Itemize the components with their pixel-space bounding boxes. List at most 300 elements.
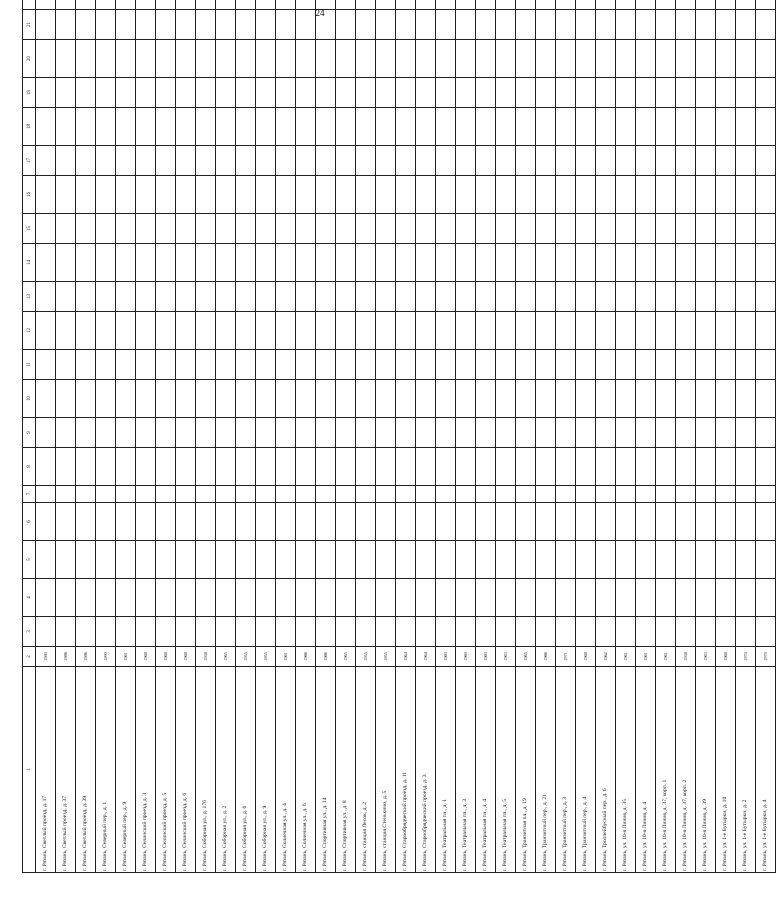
- value-cell: [716, 541, 736, 579]
- table-row: [716, 0, 736, 873]
- value-cell: [116, 176, 136, 214]
- value-cell: [236, 579, 256, 617]
- value-cell: [176, 214, 196, 244]
- address-cell: г. Рязань, Светлый проезд, д. 17: [36, 667, 56, 873]
- value-cell: [616, 350, 636, 380]
- value-cell: [356, 541, 376, 579]
- value-cell: [656, 486, 676, 503]
- value-cell: [716, 312, 736, 350]
- value-cell: [96, 541, 116, 579]
- value-cell: [676, 503, 696, 541]
- value-cell: [336, 418, 356, 448]
- value-cell: [736, 40, 756, 78]
- value-cell: [116, 214, 136, 244]
- value-cell: [516, 282, 536, 312]
- value-cell: [576, 350, 596, 380]
- value-cell: [536, 0, 556, 10]
- value-cell: [576, 0, 596, 10]
- value-cell: [656, 448, 676, 486]
- value-cell: [396, 579, 416, 617]
- value-cell: [416, 244, 436, 282]
- value-cell: [736, 10, 756, 40]
- value-cell: [236, 418, 256, 448]
- value-cell: [636, 214, 656, 244]
- value-cell: [96, 0, 116, 10]
- value-cell: [536, 282, 556, 312]
- value-cell: [56, 418, 76, 448]
- year-cell: 1966: [316, 647, 336, 667]
- value-cell: [616, 541, 636, 579]
- value-cell: [476, 541, 496, 579]
- value-cell: [616, 214, 636, 244]
- value-cell: [296, 350, 316, 380]
- value-cell: [656, 244, 676, 282]
- value-cell: [676, 312, 696, 350]
- value-cell: [756, 380, 776, 418]
- value-cell: [736, 418, 756, 448]
- value-cell: [116, 78, 136, 108]
- value-cell: [756, 503, 776, 541]
- value-cell: [156, 146, 176, 176]
- value-cell: [56, 10, 76, 40]
- value-cell: [96, 579, 116, 617]
- value-cell: [116, 146, 136, 176]
- value-cell: [736, 108, 756, 146]
- value-cell: [576, 579, 596, 617]
- value-cell: [676, 0, 696, 10]
- value-cell: [116, 579, 136, 617]
- value-cell: [296, 40, 316, 78]
- value-cell: [56, 486, 76, 503]
- table-row: [176, 0, 196, 873]
- value-cell: [36, 503, 56, 541]
- value-cell: [636, 617, 656, 647]
- value-cell: [296, 176, 316, 214]
- value-cell: [416, 541, 436, 579]
- value-cell: [556, 486, 576, 503]
- value-cell: [756, 448, 776, 486]
- table-row: [516, 0, 536, 873]
- table-row: [476, 0, 496, 873]
- value-cell: [576, 108, 596, 146]
- value-cell: [456, 312, 476, 350]
- column-number: 20: [23, 40, 36, 78]
- value-cell: [136, 282, 156, 312]
- value-cell: [736, 503, 756, 541]
- value-cell: [736, 146, 756, 176]
- value-cell: [36, 350, 56, 380]
- value-cell: [556, 40, 576, 78]
- value-cell: [116, 503, 136, 541]
- value-cell: [36, 312, 56, 350]
- value-cell: [616, 176, 636, 214]
- value-cell: [696, 0, 716, 10]
- value-cell: [336, 10, 356, 40]
- value-cell: [476, 146, 496, 176]
- value-cell: [296, 448, 316, 486]
- value-cell: [56, 448, 76, 486]
- value-cell: [596, 214, 616, 244]
- value-cell: [196, 380, 216, 418]
- value-cell: [336, 214, 356, 244]
- value-cell: [556, 617, 576, 647]
- value-cell: [436, 418, 456, 448]
- value-cell: [716, 40, 736, 78]
- value-cell: [696, 541, 716, 579]
- value-cell: [336, 503, 356, 541]
- value-cell: [516, 312, 536, 350]
- value-cell: [656, 10, 676, 40]
- column-number: 10: [23, 380, 36, 418]
- value-cell: [256, 380, 276, 418]
- value-cell: [176, 579, 196, 617]
- value-cell: [536, 312, 556, 350]
- value-cell: [416, 146, 436, 176]
- value-cell: [596, 10, 616, 40]
- column-number: 5: [23, 541, 36, 579]
- value-cell: [76, 448, 96, 486]
- year-cell: 1961: [656, 647, 676, 667]
- value-cell: [616, 10, 636, 40]
- value-cell: [56, 176, 76, 214]
- value-cell: [476, 282, 496, 312]
- table-row: [136, 0, 156, 873]
- value-cell: [376, 146, 396, 176]
- value-cell: [476, 176, 496, 214]
- value-cell: [96, 146, 116, 176]
- year-cell: 1966: [536, 647, 556, 667]
- value-cell: [736, 350, 756, 380]
- value-cell: [556, 380, 576, 418]
- value-cell: [176, 448, 196, 486]
- value-cell: [536, 244, 556, 282]
- address-cell: г. Рязань, станция Стенькино, д. 5: [376, 667, 396, 873]
- column-number: 16: [23, 176, 36, 214]
- value-cell: [96, 40, 116, 78]
- value-cell: [756, 350, 776, 380]
- value-cell: [696, 40, 716, 78]
- value-cell: [396, 176, 416, 214]
- value-cell: [716, 0, 736, 10]
- value-cell: [456, 10, 476, 40]
- value-cell: [756, 0, 776, 10]
- value-cell: [516, 0, 536, 10]
- value-cell: [416, 418, 436, 448]
- value-cell: [276, 40, 296, 78]
- value-cell: [756, 176, 776, 214]
- value-cell: [636, 503, 656, 541]
- value-cell: [576, 78, 596, 108]
- address-cell: г. Рязань, Спортивная ул., д. 14: [316, 667, 336, 873]
- value-cell: [456, 486, 476, 503]
- value-cell: [616, 244, 636, 282]
- value-cell: [296, 380, 316, 418]
- table-row: [496, 0, 516, 873]
- value-cell: [436, 448, 456, 486]
- value-cell: [376, 244, 396, 282]
- value-cell: [696, 312, 716, 350]
- value-cell: [236, 214, 256, 244]
- value-cell: [496, 380, 516, 418]
- value-cell: [756, 541, 776, 579]
- value-cell: [136, 579, 156, 617]
- value-cell: [576, 541, 596, 579]
- value-cell: [536, 78, 556, 108]
- address-cell: г. Рязань, Солнечная ул., д. 6: [296, 667, 316, 873]
- year-cell: 1986: [56, 647, 76, 667]
- value-cell: [696, 244, 716, 282]
- value-cell: [136, 40, 156, 78]
- value-cell: [656, 503, 676, 541]
- value-cell: [156, 380, 176, 418]
- year-cell: 1955: [356, 647, 376, 667]
- value-cell: [616, 486, 636, 503]
- value-cell: [736, 617, 756, 647]
- value-cell: [36, 617, 56, 647]
- value-cell: [716, 579, 736, 617]
- value-cell: [156, 78, 176, 108]
- value-cell: [576, 146, 596, 176]
- value-cell: [556, 176, 576, 214]
- value-cell: [276, 78, 296, 108]
- value-cell: [236, 78, 256, 108]
- value-cell: [76, 78, 96, 108]
- value-cell: [156, 418, 176, 448]
- value-cell: [276, 282, 296, 312]
- value-cell: [516, 176, 536, 214]
- value-cell: [156, 579, 176, 617]
- value-cell: [96, 214, 116, 244]
- value-cell: [416, 503, 436, 541]
- table-row: [416, 0, 436, 873]
- value-cell: [616, 40, 636, 78]
- table-body: [36, 0, 776, 873]
- value-cell: [476, 40, 496, 78]
- value-cell: [216, 486, 236, 503]
- value-cell: [356, 214, 376, 244]
- value-cell: [196, 176, 216, 214]
- value-cell: [36, 418, 56, 448]
- value-cell: [656, 617, 676, 647]
- value-cell: [576, 40, 596, 78]
- value-cell: [636, 176, 656, 214]
- value-cell: [416, 350, 436, 380]
- value-cell: [496, 503, 516, 541]
- value-cell: [396, 108, 416, 146]
- value-cell: [716, 617, 736, 647]
- year-cell: 1968: [716, 647, 736, 667]
- value-cell: [296, 418, 316, 448]
- value-cell: [736, 448, 756, 486]
- value-cell: [756, 579, 776, 617]
- value-cell: [456, 214, 476, 244]
- value-cell: [476, 380, 496, 418]
- year-cell: 1965: [336, 647, 356, 667]
- value-cell: [716, 503, 736, 541]
- value-cell: [36, 108, 56, 146]
- table-row: [556, 0, 576, 873]
- value-cell: [356, 40, 376, 78]
- value-cell: [256, 282, 276, 312]
- value-cell: [36, 448, 56, 486]
- column-number: 8: [23, 448, 36, 486]
- value-cell: [276, 541, 296, 579]
- year-cell: 1971: [556, 647, 576, 667]
- value-cell: [76, 350, 96, 380]
- value-cell: [316, 146, 336, 176]
- value-cell: [376, 350, 396, 380]
- value-cell: [556, 282, 576, 312]
- value-cell: [56, 579, 76, 617]
- value-cell: [116, 282, 136, 312]
- value-cell: [556, 541, 576, 579]
- value-cell: [136, 503, 156, 541]
- value-cell: [376, 214, 396, 244]
- value-cell: [756, 486, 776, 503]
- year-cell: 1961: [116, 647, 136, 667]
- value-cell: [136, 176, 156, 214]
- value-cell: [96, 282, 116, 312]
- value-cell: [316, 418, 336, 448]
- column-number: 1: [23, 667, 36, 873]
- value-cell: [396, 448, 416, 486]
- year-cell: 1970: [756, 647, 776, 667]
- value-cell: [476, 0, 496, 10]
- value-cell: [116, 380, 136, 418]
- year-cell: 1966: [296, 647, 316, 667]
- address-cell: г. Рязань, ул. 10-я Линия, д. 37, корп. 2: [676, 667, 696, 873]
- value-cell: [396, 350, 416, 380]
- value-cell: [76, 176, 96, 214]
- address-cell: г. Рязань, ул. 10-я Линия, д. 35: [616, 667, 636, 873]
- value-cell: [236, 541, 256, 579]
- value-cell: [556, 579, 576, 617]
- value-cell: [356, 176, 376, 214]
- value-cell: [636, 282, 656, 312]
- value-cell: [376, 486, 396, 503]
- value-cell: [136, 10, 156, 40]
- value-cell: [636, 579, 656, 617]
- table-row: [396, 0, 416, 873]
- value-cell: [36, 380, 56, 418]
- value-cell: [36, 486, 56, 503]
- value-cell: [356, 244, 376, 282]
- value-cell: [556, 214, 576, 244]
- year-cell: 1961: [616, 647, 636, 667]
- value-cell: [76, 312, 96, 350]
- value-cell: [556, 350, 576, 380]
- value-cell: [596, 40, 616, 78]
- value-cell: [736, 244, 756, 282]
- value-cell: [256, 350, 276, 380]
- value-cell: [236, 312, 256, 350]
- value-cell: [496, 418, 516, 448]
- value-cell: [336, 448, 356, 486]
- value-cell: [676, 214, 696, 244]
- value-cell: [256, 448, 276, 486]
- value-cell: [296, 10, 316, 40]
- value-cell: [296, 78, 316, 108]
- year-cell: 1968: [176, 647, 196, 667]
- value-cell: [116, 541, 136, 579]
- value-cell: [176, 380, 196, 418]
- address-cell: г. Рязань, Светлый проезд, д. 39: [76, 667, 96, 873]
- value-cell: [536, 418, 556, 448]
- address-cell: г. Рязань, ул. 10-я Линия, д. 39: [696, 667, 716, 873]
- value-cell: [156, 448, 176, 486]
- value-cell: [136, 617, 156, 647]
- value-cell: [376, 418, 396, 448]
- rotated-table-wrapper: [22, 22, 768, 873]
- table-row: [216, 0, 236, 873]
- value-cell: [696, 146, 716, 176]
- value-cell: [336, 350, 356, 380]
- value-cell: [196, 108, 216, 146]
- value-cell: [36, 40, 56, 78]
- value-cell: [136, 486, 156, 503]
- value-cell: [456, 380, 476, 418]
- value-cell: [156, 617, 176, 647]
- value-cell: [536, 617, 556, 647]
- column-number: 9: [23, 418, 36, 448]
- value-cell: [516, 40, 536, 78]
- value-cell: [676, 108, 696, 146]
- value-cell: [556, 146, 576, 176]
- value-cell: [156, 282, 176, 312]
- address-cell: г. Рязань, ул. 1-е Бутырки, д. 4: [756, 667, 776, 873]
- table-row: [296, 0, 316, 873]
- value-cell: [636, 108, 656, 146]
- value-cell: [596, 282, 616, 312]
- value-cell: [196, 503, 216, 541]
- value-cell: [316, 448, 336, 486]
- value-cell: [756, 78, 776, 108]
- value-cell: [716, 418, 736, 448]
- value-cell: [236, 40, 256, 78]
- value-cell: [656, 214, 676, 244]
- value-cell: [376, 579, 396, 617]
- value-cell: [736, 282, 756, 312]
- value-cell: [256, 579, 276, 617]
- address-cell: г. Рязань, Сенинский проезд, д. 5: [156, 667, 176, 873]
- value-cell: [516, 350, 536, 380]
- value-cell: [376, 503, 396, 541]
- table-row: [36, 0, 56, 873]
- column-number: 14: [23, 244, 36, 282]
- value-cell: [576, 176, 596, 214]
- year-cell: 1961: [276, 647, 296, 667]
- value-cell: [696, 617, 716, 647]
- value-cell: [536, 380, 556, 418]
- value-cell: [576, 10, 596, 40]
- value-cell: [536, 108, 556, 146]
- value-cell: [716, 214, 736, 244]
- value-cell: [216, 448, 236, 486]
- value-cell: [376, 282, 396, 312]
- value-cell: [436, 503, 456, 541]
- column-number: 3: [23, 617, 36, 647]
- value-cell: [376, 10, 396, 40]
- value-cell: [536, 146, 556, 176]
- value-cell: [656, 418, 676, 448]
- value-cell: [76, 486, 96, 503]
- value-cell: [476, 10, 496, 40]
- value-cell: [316, 214, 336, 244]
- value-cell: [576, 448, 596, 486]
- value-cell: [736, 541, 756, 579]
- address-cell: г. Рязань, Театральная пл., д. 5: [496, 667, 516, 873]
- value-cell: [356, 486, 376, 503]
